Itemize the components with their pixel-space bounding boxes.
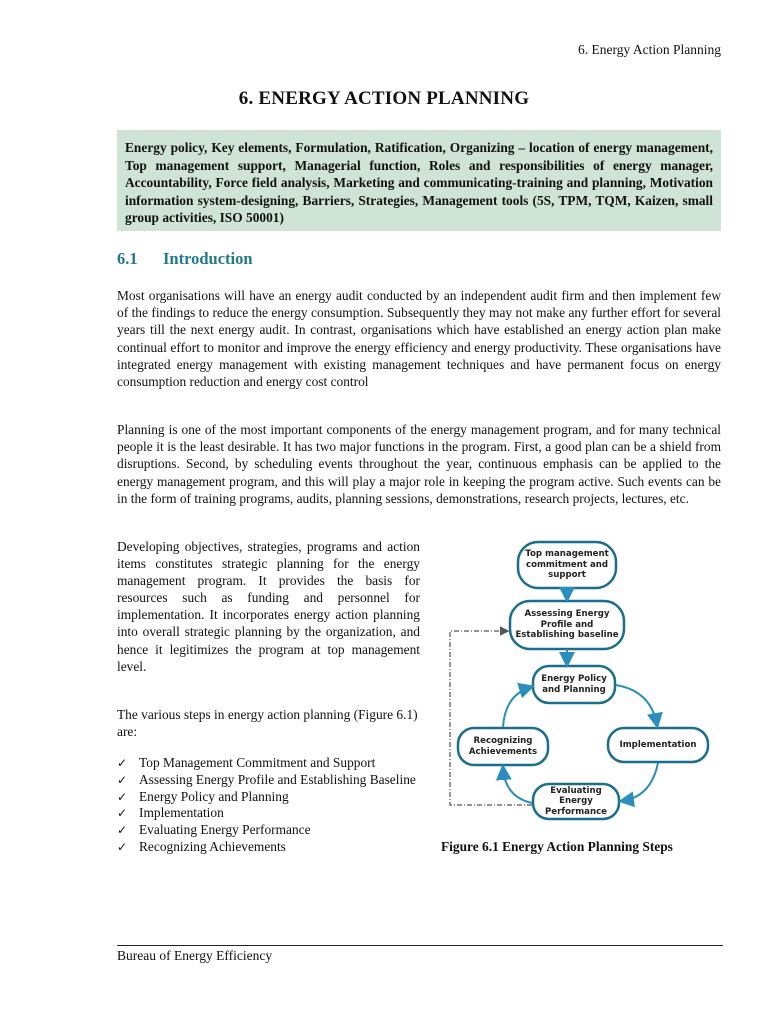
list-item: ✓ Evaluating Energy Performance: [117, 822, 311, 838]
arrow-policy-to-implementation: [616, 685, 657, 725]
section-title: Introduction: [163, 249, 253, 268]
intro-paragraph-4: The various steps in energy action planning (Figure 6.1) are:: [117, 707, 418, 740]
node-label-assessing: Assessing Energy Profile and Establishing baseline: [515, 609, 619, 641]
figure-caption: Figure 6.1 Energy Action Planning Steps: [441, 839, 673, 854]
check-icon: ✓: [117, 756, 128, 770]
check-icon: ✓: [117, 823, 128, 838]
list-item: ✓ Assessing Energy Profile and Establishing Baseline: [117, 771, 416, 787]
section-heading: [117, 249, 253, 269]
intro-paragraph-1: Most organisations will have an energy audit conducted by an independent audit firm and then implement few of the findings to reduce the energy consumption. Subsequently they may not make any further effort for several years till the next energy audit. In contrast, organisations which have established an energy action plan make continual effort to monitor and improve the energy efficiency and energy productivity. These organisations have integrated energy management with existing management techniques and have permanent focus on energy consumption reduction and energy cost control: [117, 288, 721, 390]
list-item: ✓ Recognizing Achievements: [117, 838, 286, 854]
list-item: ✓ Top Management Commitment and Support: [117, 755, 376, 770]
arrow-evaluating-to-recognizing: [503, 768, 532, 803]
footer: Bureau of Energy Efficiency: [117, 948, 273, 963]
footer-rule: [117, 945, 723, 946]
check-icon: ✓: [117, 789, 128, 804]
arrow-implementation-to-evaluating: [622, 763, 658, 801]
node-label-policy: Energy Policy and Planning: [541, 674, 607, 695]
keywords-box: Energy policy, Key elements, Formulation, Ratification, Organizing – location of energy management, Top management support, Managerial function, Roles and responsibilities of energy manager, Accountability, Force field analysis, Marketing and communicating-training and planning, Motivation information system-designing, Barriers, Strategies, Management tools (5S, TPM, TQM, Kaizen, small group activities, ISO 50001): [117, 130, 721, 231]
feedback-loop-line: [450, 631, 532, 805]
steps-list: [117, 755, 427, 856]
node-label-recognizing: Recognizing Achievements: [468, 736, 538, 757]
node-label-top-management: Top management commitment and support: [525, 549, 609, 581]
intro-paragraph-3: Developing objectives, strategies, programs and action items constitutes strategic planning for the energy management program. It provides the basis for resources such as funding and personnel for implementation. It incorporates energy action planning into overall strategic planning by the organization, and hence it legitimizes the program at top management level.: [117, 539, 420, 674]
check-icon: ✓: [117, 839, 128, 854]
check-icon: ✓: [117, 772, 128, 787]
chapter-title: 6. ENERGY ACTION PLANNING: [238, 88, 530, 109]
check-icon: ✓: [117, 806, 128, 821]
list-item: ✓ Implementation: [117, 805, 224, 821]
node-label-evaluating: Evaluating Energy Performance: [544, 785, 608, 817]
node-label-implementation: Implementation: [619, 739, 697, 750]
intro-paragraph-2: Planning is one of the most important components of the energy management program, and for many technical people it is the least desirable. It has two major functions in the program. First, a good plan can be a shield from disruptions. Second, by scheduling events throughout the year, continuous emphasis can be applied to the energy management program, and this will play a major role in keeping the program active. Such events can be in the form of training programs, audits, planning sessions, demonstrations, research projects, lectures, etc.: [117, 422, 721, 506]
arrow-recognizing-to-policy: [503, 687, 531, 727]
list-item: ✓ Energy Policy and Planning: [117, 788, 289, 804]
section-number: 6.1: [117, 249, 138, 268]
running-header: 6. Energy Action Planning: [578, 42, 721, 57]
flow-figure: [445, 535, 715, 825]
